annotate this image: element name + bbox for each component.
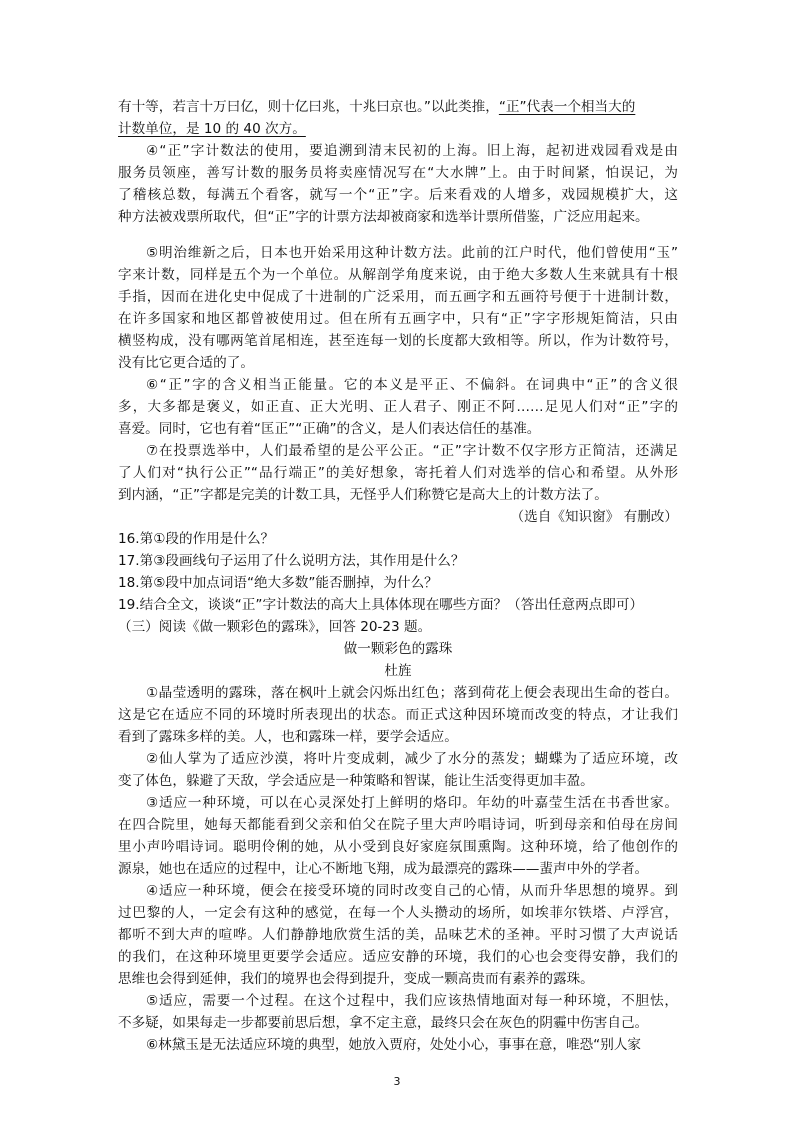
underlined-sentence: 计数单位，是 10 的 40 次方。 (118, 121, 306, 137)
paragraph-line: ⑤适应，需要一个过程。在这个过程中，我们应该热情地面对每一种环境，不胆怯， (146, 993, 678, 1009)
section-heading: （三）阅读《做一颗彩色的露珠》，回答 20-23 题。 (118, 619, 432, 635)
paragraph-line: ⑤明治维新之后，日本也开始采用这种计数方法。此前的江户时代，他们曾使用“玉” (146, 245, 678, 261)
question-18: 18.第⑤段中加点词语“绝大多数”能否删掉，为什么？ (118, 575, 438, 591)
underlined-sentence: “正”代表一个相当大的 (498, 99, 636, 115)
paragraph-line: 思维也会得到延伸，我们的境界也会得到提升，变成一颗高贵而有素养的露珠。 (118, 971, 594, 987)
question-16: 16.第①段的作用是什么？ (118, 531, 275, 547)
paragraph-line: 多，大多都是褒义，如正直、正大光明、正人君子、刚正不阿……足见人们对“正”字的 (118, 399, 678, 415)
paragraph-line: 服务员领座，善写计数的服务员将卖座情况写在“大水牌”上。由于时间紧，怕误记，为 (118, 165, 678, 181)
paragraph-line: 里小声吟唱诗词。聪明伶俐的她，从小受到良好家庭氛围熏陶。这种环境，给了他创作的 (118, 839, 678, 855)
paragraph-line: 的我们，在这种环境里更要学会适应。适应安静的环境，我们的心也会变得安静，我们的 (118, 949, 678, 965)
paragraph-line: 到内涵，“正”字都是完美的计数工具，无怪乎人们称赞它是高大上的计数方法了。 (118, 487, 608, 503)
paragraph-line: ④“正”字计数法的使用，要追溯到清末民初的上海。旧上海，起初进戏园看戏是由 (146, 143, 678, 159)
paragraph-line: 字来计数，同样是五个为一个单位。从解剖学角度来说，由于绝大多数人生来就具有十根 (118, 267, 678, 283)
paragraph-line: 在许多国家和地区都曾被使用过。但在所有五画字中，只有“正”字字形规矩简洁，只由 (118, 311, 678, 327)
article-title: 做一颗彩色的露珠 (343, 641, 453, 657)
paragraph-line: 源泉，她也在适应的过程中，让心不断地飞翔，成为最漂亮的露珠——蜚声中外的学者。 (118, 861, 649, 877)
paragraph-line: ①晶莹透明的露珠，落在枫叶上就会闪烁出红色；落到荷花上便会表现出生命的苍白。 (146, 685, 678, 701)
question-17: 17.第③段画线句子运用了什么说明方法，其作用是什么？ (118, 553, 465, 569)
paragraph-line: 看到了露珠多样的美。人，也和露珠一样，要学会适应。 (118, 729, 458, 745)
p4-cont-line-1 (118, 96, 678, 118)
paragraph-line: ⑥林黛玉是无法适应环境的典型，她放入贾府，处处小心，事事在意，唯恐“别人家 (146, 1037, 642, 1053)
paragraph-line: 在四合院里，她每天都能看到父亲和伯父在院子里大声吟唱诗词，听到母亲和伯母在房间 (118, 817, 678, 833)
paragraph-line: ③适应一种环境，可以在心灵深处打上鲜明的烙印。年幼的叶嘉莹生活在书香世家。 (146, 795, 678, 811)
paragraph-line: 过巴黎的人，一定会有这种的感觉，在每一个人头攒动的场所，如埃菲尔铁塔、卢浮宫， (118, 905, 678, 921)
article-author: 杜旌 (384, 663, 412, 679)
paragraph-line: 横竖构成，没有哪两笔首尾相连，甚至连每一划的长度都大致相等。所以，作为计数符号， (118, 333, 678, 349)
paragraph-line: ⑦在投票选举中，人们最希望的是公平公正。“正”字计数不仅字形方正简洁，还满足 (146, 443, 678, 459)
paragraph-line: 不多疑，如果每走一步都要前思后想，拿不定主意，最终只会在灰色的阴霾中伤害自己。 (118, 1015, 649, 1031)
paragraph-line: 都听不到大声的喧哗。人们静静地欣赏生活的美，品味艺术的圣神。平时习惯了大声说话 (118, 927, 678, 943)
paragraph-line: 喜爱。同时，它也有着“匡正”“正确”的含义，是人们表达信任的基准。 (118, 421, 541, 437)
source-citation: （选自《知识窗》 有删改） (510, 509, 678, 525)
paragraph-line: 种方法被戏票所取代，但“正”字的计票方法却被商家和选举计票所借鉴，广泛应用起来。 (118, 209, 649, 225)
paragraph-line: 没有比它更合适的了。 (118, 355, 254, 371)
paragraph-line: 了人们对“执行公正”“品行端正”的美好想象，寄托着人们对选举的信心和希望。从外形 (118, 465, 678, 481)
paragraph-line: 这是它在适应不同的环境时所表现出的状态。而正式这种因环境而改变的特点，才让我们 (118, 707, 678, 723)
paragraph-line: 手指，因而在进化史中促成了十进制的广泛采用，而五画字和五画符号便于十进制计数， (118, 289, 678, 305)
question-19: 19.结合全文，谈谈“正”字计数法的高大上具体体现在哪些方面？（答出任意两点即可） (118, 597, 644, 613)
paragraph-line: ⑥“正”字的含义相当正能量。它的本义是平正、不偏斜。在词典中“正”的含义很 (146, 377, 678, 393)
page-number: 3 (393, 1075, 401, 1088)
paragraph-line: ④适应一种环境，便会在接受环境的同时改变自己的心情，从而升华思想的境界。到 (146, 883, 678, 899)
p4-cont-line-2 (118, 118, 678, 140)
paragraph-line: 变了体色，躲避了天敌，学会适应是一种策略和智谋，能让生活变得更加丰盈。 (118, 773, 594, 789)
paragraph-line: ②仙人掌为了适应沙漠，将叶片变成刺，减少了水分的蒸发；蝴蝶为了适应环境，改 (146, 751, 678, 767)
paragraph-line: 了稽核总数，每满五个看客，就写一个“正”字。后来看戏的人增多，戏园规模扩大，这 (118, 187, 678, 203)
text-span: 有十等，若言十万曰亿，则十亿曰兆，十兆曰京也。”以此类推， (118, 99, 499, 115)
